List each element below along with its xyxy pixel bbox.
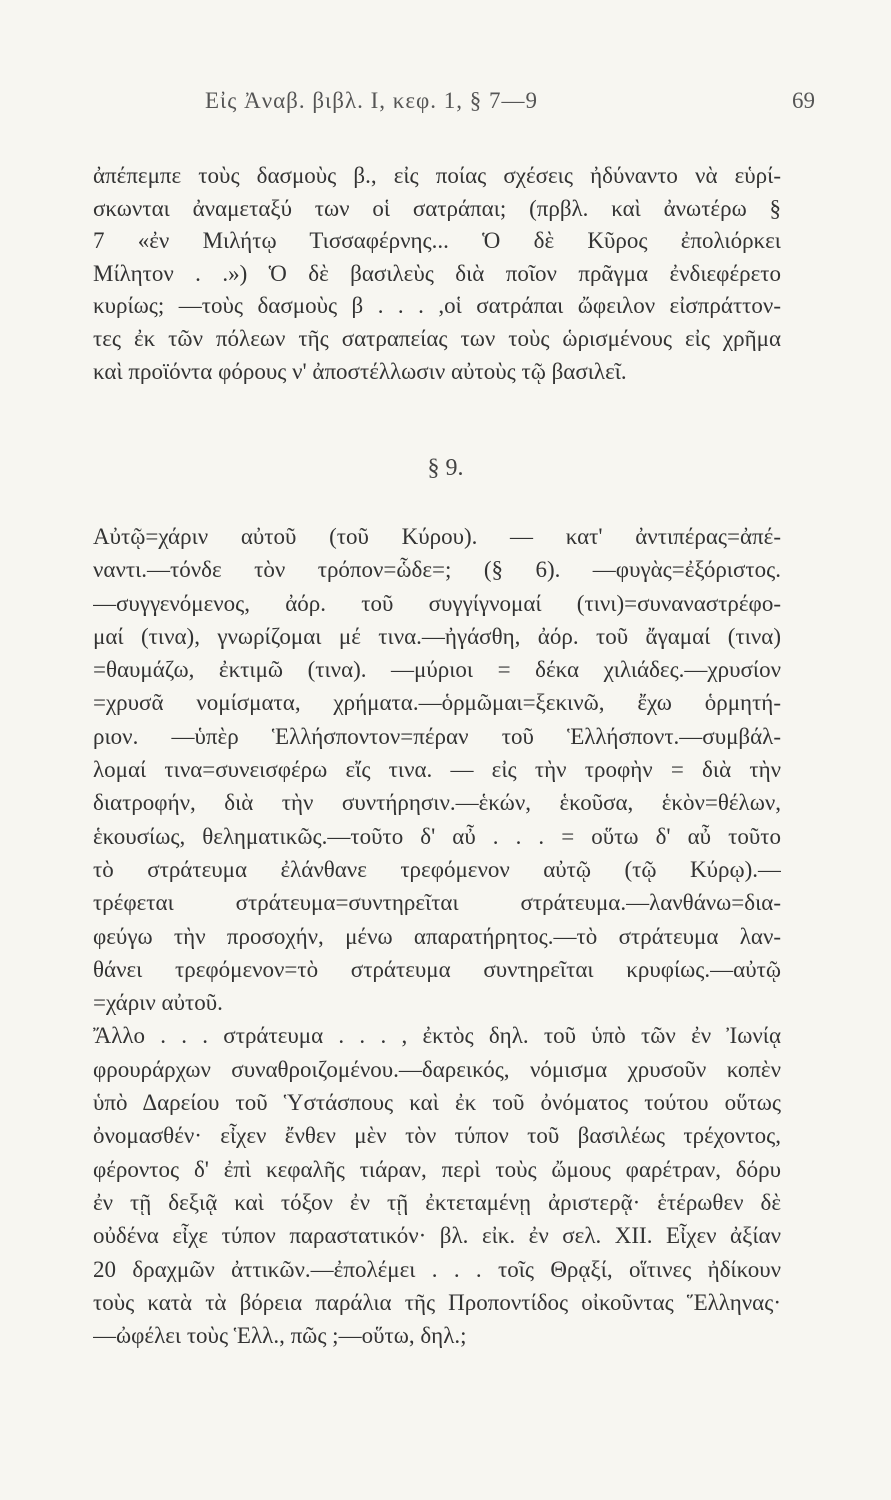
text-line: ναντι.—τόνδε τὸν τρόπον=ὧδε=; (§ 6). —φυγὰς=ἐξόριστος. [93, 557, 781, 583]
text-line: =θαυμάζω, ἐκτιμῶ (τινα). —μύριοι = δέκα χιλιάδες.—χρυσίον [93, 657, 781, 683]
text-line: 7 «ἐν Μιλήτῳ Τισσαφέρνης... Ὁ δὲ Κῦρος ἐπολιόρκει [93, 228, 781, 254]
text-line: φέροντος δ' ἐπὶ κεφαλῆς τιάραν, περὶ τοὺς ὤμους φαρέτραν, δόρυ [93, 1156, 781, 1182]
running-head-title: Εἰς Ἀναβ. βιβλ. Ι, κεφ. 1, § 7—9 [205, 88, 539, 113]
page-number: 69 [792, 88, 815, 113]
text-line: διατροφήν, διὰ τὴν συντήρησιν.—ἑκών, ἑκοῦσα, ἑκὸν=θέλων, [93, 790, 781, 816]
text-line: ἀπέπεμπε τοὺς δασμοὺς β., εἰς ποίας σχέσεις ἠδύναντο νὰ εὑρί- [93, 163, 781, 188]
text-line: τοὺς κατὰ τὰ βόρεια παράλια τῆς Προποντίδος οἰκοῦντας Ἕλληνας· [93, 1289, 781, 1315]
text-line: Μίλητον . .») Ὁ δὲ βασιλεὺς διὰ ποῖον πρᾶγμα ἐνδιεφέρετο [93, 260, 781, 286]
paragraph-continued [93, 160, 781, 388]
text-line: οὐδένα εἶχε τύπον παραστατικόν· βλ. εἰκ. ἐν σελ. XII. Εἶχεν ἀξίαν [93, 1223, 781, 1249]
text-line: θάνει τρεφόμενον=τὸ στράτευμα συντηρεῖται κρυφίως.—αὐτῷ [93, 956, 781, 982]
text-line: μαί (τινα), γνωρίζομαι μέ τινα.—ἠγάσθη, ἀόρ. τοῦ ἄγαμαί (τινα) [93, 623, 781, 649]
section-heading: § 9. [427, 455, 464, 481]
text-line: φεύγω τὴν προσοχήν, μένω απαρατήρητος.—τὸ στράτευμα λαν- [93, 923, 781, 949]
text-line: σκωνται ἀναμεταξύ των οἱ σατράπαι; (πρβλ. καὶ ἀνωτέρω § [93, 195, 781, 221]
text-line: τες ἐκ τῶν πόλεων τῆς σατραπείας των τοὺς ὡρισμένους εἰς χρῆμα [93, 325, 781, 351]
text-line: Ἄλλο . . . στράτευμα . . . , ἐκτὸς δηλ. τοῦ ὑπὸ τῶν ἐν Ἰωνίᾳ [93, 1023, 781, 1049]
text-line: —ὠφέλει τοὺς Ἑλλ., πῶς ;—οὕτω, δηλ.; [93, 1323, 467, 1349]
text-line: =χρυσᾶ νομίσματα, χρήματα.—ὁρμῶμαι=ξεκινῶ, ἔχω ὁρμητή- [93, 690, 781, 716]
text-line: ριον. —ὑπὲρ Ἑλλήσποντον=πέραν τοῦ Ἑλλήσποντ.—συμβάλ- [93, 723, 781, 749]
text-line: λομαί τινα=συνεισφέρω εἴς τινα. — εἰς τὴν τροφὴν = διὰ τὴν [93, 757, 781, 783]
text-line: ἐν τῇ δεξιᾷ καὶ τόξον ἐν τῇ ἐκτεταμένῃ ἀριστερᾷ· ἑτέρωθεν δὲ [93, 1189, 781, 1215]
text-line: =χάριν αὐτοῦ. [93, 990, 223, 1016]
section-nine-commentary [93, 520, 781, 1352]
text-line: ὀνομασθέν· εἶχεν ἔνθεν μὲν τὸν τύπον τοῦ βασιλέως τρέχοντος, [93, 1123, 781, 1149]
text-line: κυρίως; —τοὺς δασμοὺς β . . . ,οἱ σατράπαι ὤφειλον εἰσπράττον- [93, 293, 781, 319]
text-line: καὶ προϊόντα φόρους ν' ἀποστέλλωσιν αὐτοὺς τῷ βασιλεῖ. [93, 358, 627, 384]
text-line: τρέφεται στράτευμα=συντηρεῖται στράτευμα.—λανθάνω=δια- [93, 890, 781, 916]
text-line: —συγγενόμενος, ἀόρ. τοῦ συγγίγνομαί (τινι)=συναναστρέφο- [93, 590, 781, 616]
text-line: 20 δραχμῶν ἀττικῶν.—ἐπολέμει . . . τοῖς Θρᾳξί, οἵτινες ἠδίκουν [93, 1256, 781, 1282]
text-line: τὸ στράτευμα ἐλάνθανε τρεφόμενον αὐτῷ (τῷ Κύρῳ).— [93, 856, 781, 882]
text-line: φρουράρχων συναθροιζομένου.—δαρεικός, νόμισμα χρυσοῦν κοπὲν [93, 1056, 781, 1082]
text-line: ὑπὸ Δαρείου τοῦ Ὑστάσπους καὶ ἐκ τοῦ ὀνόματος τούτου οὕτως [93, 1090, 781, 1116]
text-line: Αὐτῷ=χάριν αὐτοῦ (τοῦ Κύρου). — κατ' ἀντιπέρας=ἀπέ- [93, 524, 781, 549]
text-line: ἑκουσίως, θεληματικῶς.—τοῦτο δ' αὖ . . . = οὕτω δ' αὖ τοῦτο [93, 823, 781, 849]
